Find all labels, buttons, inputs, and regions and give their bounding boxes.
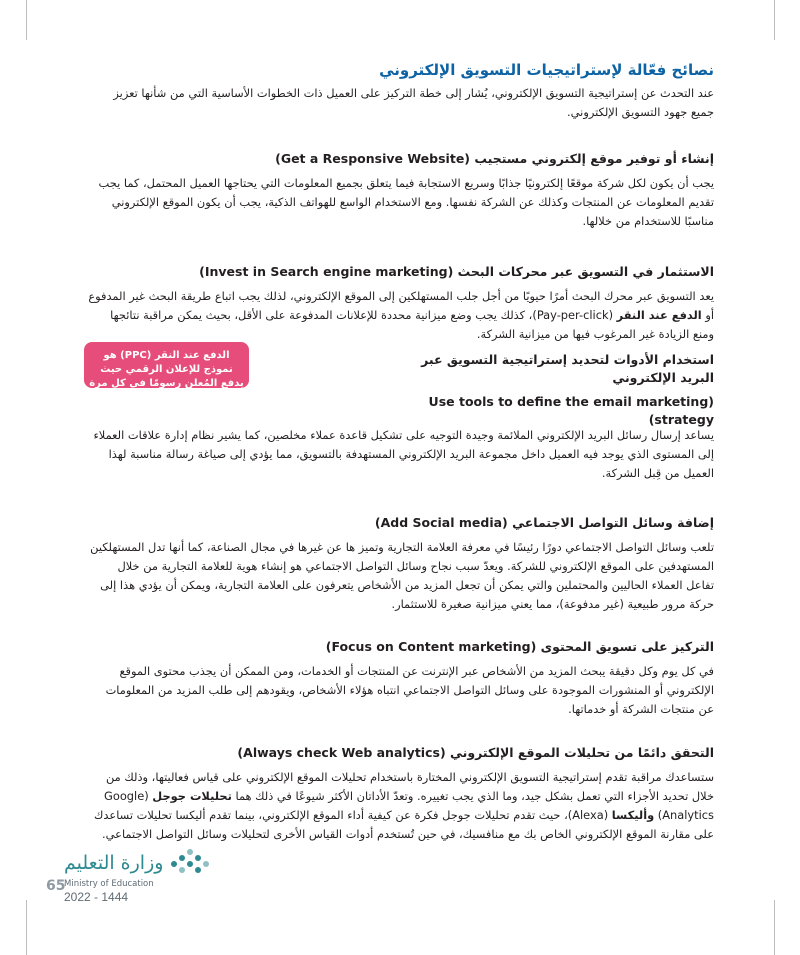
page-title: نصائح فعّالة لإستراتيجيات التسويق الإلكتروني xyxy=(379,61,714,79)
body-text: ستساعدك مراقبة تقدم إستراتيجية التسويق الإلكتروني المختارة باستخدام تحليلات الموقع الإلكتروني على قياس فعاليتها، وذلك من خلال تحديد الأجزاء التي تعمل بشكل جيد، وما الذي يجب تغييره. وتعدّ الأداتان الأكثر شيوعًا في ذلك هما xyxy=(106,770,714,803)
intro-paragraph: عند التحدث عن إستراتيجية التسويق الإلكتروني، يُشار إلى خطة التركيز على العميل ذات الخطوات الأساسية التي من شأنها تعزيز جميع جهود التسويق الإلكتروني. xyxy=(113,86,714,119)
logo-arabic-text: وزارة التعليم xyxy=(64,852,164,874)
section-heading: التركيز على تسويق المحتوى (Focus on Content marketing) xyxy=(325,639,714,654)
section-body: يجب أن يكون لكل شركة موقعًا إلكترونيًا جذابًا وسريع الاستجابة فيما يتعلق بجميع المعلومات التي يحتاجها العميل المحتمل، كما يجب تقديم المعلومات عن المنتجات وكذلك عن الشركة نفسها. ومع الاستخدام الواسع للهواتف الذكية، يجب أن يكون الموقع الإلكتروني مناسبًا للاستخدام من خلالها. xyxy=(98,176,714,228)
logo-english-text: Ministry of Education xyxy=(64,879,154,889)
section-body xyxy=(88,768,714,844)
section-web-analytics xyxy=(88,744,714,844)
bold-term: وأليكسا xyxy=(611,808,655,822)
section-heading: استخدام الأدوات لتحديد إستراتيجية التسويق عبر البريد الإلكتروني xyxy=(421,352,714,385)
page-number: 65 xyxy=(46,878,66,894)
crop-mark xyxy=(774,900,775,955)
body-text: (Google Analytics) xyxy=(104,789,714,822)
body-text: (Pay-per-click)، كذلك يجب وضع ميزانية محددة للإعلانات المدفوعة على الأقل، بحيث يمكن مراقبة نتائجها ومنع الزيادة غير المرغوب فيها من ميزانية الشركة. xyxy=(110,308,714,341)
section-heading-english: (Use tools to define the email marketing strategy) xyxy=(428,394,714,427)
section-body: يساعد إرسال رسائل البريد الإلكتروني الملائمة وجيدة التوجيه على تشكيل قاعدة عملاء مخلصين، كما يشير نظام إدارة علاقات العملاء إلى المستوى الذي يوجد فيه العميل داخل مجموعة البريد الإلكتروني المستهدفة بالتسويق، مما يؤدي إلى صياغة رسالة مناسبة لهذا العميل من قِبل الشركة. xyxy=(93,428,714,480)
section-search-engine-marketing xyxy=(88,263,714,344)
section-email-marketing-body xyxy=(88,426,714,483)
section-social-media xyxy=(88,514,714,614)
body-text: (Alexa)، حيث تقدم تحليلات جوجل فكرة عن كيفية أداء الموقع الإلكتروني، بينما تقدم أليكسا تحليلات تساعدك على مقارنة الموقع الإلكتروني الخاص بك مع منافسيك، في حين تُستخدم أدوات القياس الأخرى لتحليلات وسائل التواصل الاجتماعي. xyxy=(94,808,714,841)
section-heading: الاستثمار في التسويق عبر محركات البحث (Invest in Search engine marketing) xyxy=(199,264,714,279)
ministry-logo xyxy=(46,852,206,942)
section-responsive-website xyxy=(88,150,714,231)
crop-mark xyxy=(26,0,27,40)
bold-term: تحليلات جوجل xyxy=(152,789,232,803)
section-body: تلعب وسائل التواصل الاجتماعي دورًا رئيسًا في معرفة العلامة التجارية وتميز ها عن غيرها في مجال الصناعة، كما أنها تدل المستهلكين المستهدفين على الموقع الإلكتروني للشركة. ويعدّ سبب نجاح وسائل التواصل الاجتماعي هو إنشاء هوية للعلامة التجارية من خلال تفاعل العملاء الحاليين والمحتملين والتي يمكن أن تجعل المزيد من الأشخاص يتعرفون على العلامة التجارية، ويمكن أن يؤدي هذا إلى حركة مرور طبيعية (غير مدفوعة)، مما يعني ميزانية صغيرة للاستثمار. xyxy=(90,540,714,611)
body-text: يعد التسويق عبر محرك البحث أمرًا حيويًا من أجل جلب المستهلكين إلى الموقع الإلكتروني، لذلك يجب اتباع طريقة البحث غير المدفوع أو xyxy=(88,289,714,322)
section-heading: إنشاء أو توفير موقع إلكتروني مستجيب (Get a Responsive Website) xyxy=(275,151,714,166)
section-body xyxy=(88,287,714,344)
section-content-marketing xyxy=(88,638,714,719)
crop-mark xyxy=(26,900,27,955)
bold-term: الدفع عند النقر xyxy=(616,308,702,322)
section-body: في كل يوم وكل دقيقة يبحث المزيد من الأشخاص عبر الإنترنت عن المنتجات أو الخدمات، ومن الممكن أن يجذب محتوى الموقع الإلكتروني أو المنشورات الموجودة على وسائل التواصل الاجتماعي انتباه هؤلاء الأشخاص، ويقودهم إلى طلب المزيد من المعلومات عن منتجات الشركة أو خدماتها. xyxy=(105,664,714,716)
section-heading: التحقق دائمًا من تحليلات الموقع الإلكتروني (Always check Web analytics) xyxy=(237,745,714,760)
intro-section xyxy=(88,60,714,122)
ppc-note-box: الدفع عند النقر (PPC) هو نموذج للإعلان الرقمي حيث يدفع المُعلن رسومًا في كل مرة يتم فيها الضغط على أحد إعلاناته. xyxy=(84,342,249,388)
logo-year: 2022 - 1444 xyxy=(64,890,129,904)
crop-mark xyxy=(774,0,775,40)
section-heading: إضافة وسائل التواصل الاجتماعي (Add Social media) xyxy=(374,515,714,530)
logo-dots-icon xyxy=(164,844,254,884)
